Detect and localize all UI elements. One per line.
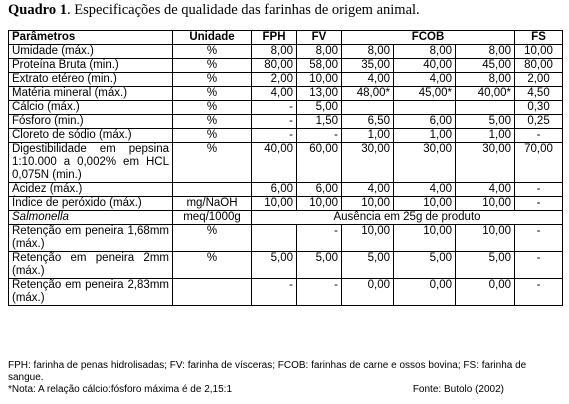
table-row (9, 197, 563, 211)
param-cell: Digestibilidade em pepsina 1:10.000 a 0,002% em HCL 0,075N (min.) (9, 143, 173, 183)
value-cell-fcob1: 35,00 (342, 59, 394, 73)
value-cell-fph: 4,00 (252, 87, 297, 101)
value-cell-fcob3: 8,00 (456, 73, 515, 87)
value-cell-fcob2 (394, 101, 456, 115)
table-row (9, 143, 563, 183)
value-cell-fcob1: 30,00 (342, 143, 394, 183)
table-row-salmonella (9, 211, 563, 225)
value-cell-fcob1: 10,00 (342, 225, 394, 252)
value-cell-fph (252, 225, 297, 252)
value-cell-fv: 5,00 (297, 252, 342, 279)
value-cell-fv: 5,00 (297, 101, 342, 115)
value-cell-fcob1: 6,50 (342, 115, 394, 129)
value-cell-fs: 4,50 (515, 87, 563, 101)
value-cell-fcob3: 5,00 (456, 252, 515, 279)
value-cell-fcob3: 30,00 (456, 143, 515, 183)
table-row (9, 183, 563, 197)
value-cell-fv: 10,00 (297, 197, 342, 211)
unit-cell: mg/NaOH (173, 197, 252, 211)
value-cell-fcob3: 4,00 (456, 183, 515, 197)
table-body (9, 45, 563, 306)
value-cell-fcob1: 48,00* (342, 87, 394, 101)
table-row (9, 252, 563, 279)
value-cell-fs: - (515, 225, 563, 252)
header-unidade: Unidade (173, 31, 252, 45)
value-cell-fcob3: 5,00 (456, 115, 515, 129)
value-cell-fcob1: 4,00 (342, 73, 394, 87)
unit-cell: % (173, 129, 252, 143)
table-row (9, 101, 563, 115)
value-cell-fcob1: 0,00 (342, 279, 394, 306)
param-cell: Índice de peróxido (máx.) (9, 197, 173, 211)
table-row (9, 73, 563, 87)
param-cell: Salmonella (9, 211, 173, 225)
value-cell-fcob2: 5,00 (394, 252, 456, 279)
value-cell-fs: - (515, 129, 563, 143)
table-caption (8, 2, 420, 19)
table-row (9, 59, 563, 73)
value-cell-fcob2: 4,00 (394, 183, 456, 197)
value-cell-fcob3: 8,00 (456, 45, 515, 59)
unit-cell (173, 183, 252, 197)
value-cell-fcob3: 0,00 (456, 279, 515, 306)
value-cell-fcob2: 30,00 (394, 143, 456, 183)
header-fcob: FCOB (342, 31, 515, 45)
source-note: Fonte: Butolo (2002) (412, 384, 504, 395)
value-cell-fv: 8,00 (297, 45, 342, 59)
value-cell-fv: - (297, 129, 342, 143)
param-cell: Cloreto de sódio (máx.) (9, 129, 173, 143)
value-cell-fcob2: 8,00 (394, 45, 456, 59)
header-fv: FV (297, 31, 342, 45)
param-cell: Retenção em peneira 2mm (máx.) (9, 252, 173, 279)
param-cell: Acidez (máx.) (9, 183, 173, 197)
specification-table (8, 30, 563, 306)
value-cell-fcob3: 10,00 (456, 197, 515, 211)
note-row (8, 384, 564, 396)
unit-cell: % (173, 59, 252, 73)
param-cell: Proteína Bruta (min.) (9, 59, 173, 73)
value-cell-fs: - (515, 279, 563, 306)
value-cell-fs: 0,25 (515, 115, 563, 129)
unit-cell: % (173, 87, 252, 101)
table-row (9, 225, 563, 252)
unit-cell: % (173, 73, 252, 87)
header-row (9, 31, 563, 45)
value-cell-fv: 13,00 (297, 87, 342, 101)
value-cell-fv: - (297, 279, 342, 306)
value-cell-fph: - (252, 101, 297, 115)
table-row (9, 129, 563, 143)
value-cell-fph: 40,00 (252, 143, 297, 183)
table-row (9, 45, 563, 59)
value-cell-fv: 6,00 (297, 183, 342, 197)
value-cell-fcob1: 5,00 (342, 252, 394, 279)
salmonella-value: Ausência em 25g de produto (252, 211, 563, 225)
table-notes (8, 360, 564, 396)
value-cell-fv: 58,00 (297, 59, 342, 73)
value-cell-fcob3: 40,00* (456, 87, 515, 101)
value-cell-fcob3 (456, 101, 515, 115)
table-row (9, 279, 563, 306)
value-cell-fv: 10,00 (297, 73, 342, 87)
param-cell: Cálcio (máx.) (9, 101, 173, 115)
unit-cell: % (173, 143, 252, 183)
value-cell-fcob2: 40,00 (394, 59, 456, 73)
value-cell-fcob2: 6,00 (394, 115, 456, 129)
value-cell-fcob1: 4,00 (342, 183, 394, 197)
value-cell-fcob2: 1,00 (394, 129, 456, 143)
value-cell-fv: 1,50 (297, 115, 342, 129)
table-row (9, 87, 563, 101)
value-cell-fs: - (515, 252, 563, 279)
unit-cell: meq/1000g (173, 211, 252, 225)
value-cell-fph: 5,00 (252, 252, 297, 279)
value-cell-fs: 10,00 (515, 45, 563, 59)
value-cell-fph: - (252, 279, 297, 306)
header-parametros: Parâmetros (9, 31, 173, 45)
unit-cell: % (173, 252, 252, 279)
value-cell-fph: 10,00 (252, 197, 297, 211)
table-row (9, 115, 563, 129)
value-cell-fs: - (515, 197, 563, 211)
unit-cell: % (173, 225, 252, 252)
ratio-note: *Nota: A relação cálcio:fósforo máxima é de 2,15:1 (8, 384, 233, 395)
param-cell: Matéria mineral (máx.) (9, 87, 173, 101)
value-cell-fs: 70,00 (515, 143, 563, 183)
value-cell-fcob2: 10,00 (394, 225, 456, 252)
value-cell-fph: 80,00 (252, 59, 297, 73)
value-cell-fph: - (252, 129, 297, 143)
value-cell-fv: 60,00 (297, 143, 342, 183)
value-cell-fph: 6,00 (252, 183, 297, 197)
unit-cell: % (173, 101, 252, 115)
header-fph: FPH (252, 31, 297, 45)
value-cell-fcob1 (342, 101, 394, 115)
value-cell-fcob3: 45,00 (456, 59, 515, 73)
value-cell-fs: 0,30 (515, 101, 563, 115)
value-cell-fcob1: 1,00 (342, 129, 394, 143)
param-cell: Retenção em peneira 1,68mm (máx.) (9, 225, 173, 252)
value-cell-fs: 80,00 (515, 59, 563, 73)
param-cell: Retenção em peneira 2,83mm (máx.) (9, 279, 173, 306)
value-cell-fcob3: 10,00 (456, 225, 515, 252)
value-cell-fcob2: 45,00* (394, 87, 456, 101)
caption-label: Quadro 1 (8, 2, 67, 18)
value-cell-fcob1: 10,00 (342, 197, 394, 211)
caption-text: . Especificações de qualidade das farinhas de origem animal. (66, 2, 420, 18)
header-fs: FS (515, 31, 563, 45)
value-cell-fcob2: 0,00 (394, 279, 456, 306)
value-cell-fph: 8,00 (252, 45, 297, 59)
unit-cell: % (173, 45, 252, 59)
value-cell-fs: 2,00 (515, 73, 563, 87)
value-cell-fcob3: 1,00 (456, 129, 515, 143)
value-cell-fcob1: 8,00 (342, 45, 394, 59)
value-cell-fcob2: 10,00 (394, 197, 456, 211)
param-cell: Fósforo (min.) (9, 115, 173, 129)
value-cell-fph: 2,00 (252, 73, 297, 87)
param-cell: Extrato etéreo (min.) (9, 73, 173, 87)
value-cell-fs: - (515, 183, 563, 197)
unit-cell: % (173, 115, 252, 129)
value-cell-fcob2: 4,00 (394, 73, 456, 87)
param-cell: Umidade (máx.) (9, 45, 173, 59)
value-cell-fv: - (297, 225, 342, 252)
abbreviation-legend: FPH: farinha de penas hidrolisadas; FV: farinha de vísceras; FCOB: farinhas de carne e ossos bovina; FS: farinha de sangue. (8, 360, 527, 383)
value-cell-fph: - (252, 115, 297, 129)
unit-cell (173, 279, 252, 306)
